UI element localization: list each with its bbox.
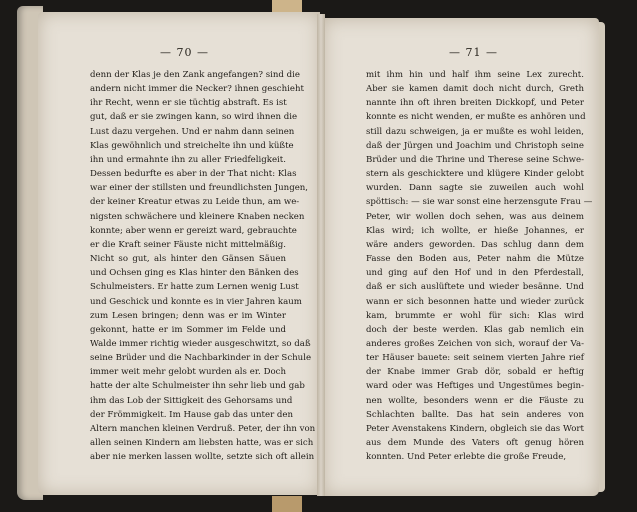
text-line: und Ochsen ging es Klas hinter den Bänken des [90, 268, 299, 279]
text-line: Klas gewöhnlich und streichelte ihn und küßte [90, 140, 294, 151]
right-page-text [366, 68, 593, 464]
text-line: Lust dazu vergehen. Und er nahm dann seinen [90, 126, 295, 137]
text-line: immer weit mehr gelobt wurden als er. Doch [90, 367, 286, 378]
text-line: ihr Recht, wenn er sie tüchtig abstraft. Es ist [90, 98, 287, 109]
text-line: Dessen bedurfte es aber in der That nicht: Klas [90, 169, 297, 180]
text-line: der Frömmigkeit. Im Hause gab das unter den [90, 409, 294, 420]
text-line: Walde immer richtig wieder ausgeschwitzt, so daß [90, 338, 311, 349]
left-page-text [90, 68, 316, 464]
text-line: Altern manchen kleinen Verdruß. Peter, der ihn von [90, 423, 316, 434]
text-line: der Knabe immer Grab dör, sobald er heftig [366, 367, 584, 378]
text-line: Fasse den Boden aus, Peter nahm die Mütze [366, 254, 584, 265]
text-line: wurden. Dann sagte sie zuweilen auch wohl [366, 183, 584, 194]
text-line: Peter Avenstakens Kindern, obgleich sie das Wort [366, 423, 584, 434]
text-line: aus dem Munde des Vaters oft genug hören [366, 438, 584, 449]
text-line: der keiner Kreatur etwas zu Leide thun, am we- [90, 197, 300, 208]
text-line: zum Lesen bringen; denn was er im Winter [90, 310, 286, 321]
text-line: Schulmeisters. Er hatte zum Lernen wenig Lust [90, 282, 299, 293]
text-line: er die Kraft seiner Fäuste nicht mittelmäßig. [90, 239, 286, 250]
spine-ribbon-bottom [272, 496, 302, 512]
text-line: wann er sich besonnen hatte und wieder zurück [366, 296, 584, 307]
text-line: und Geschick und konnte es in vier Jahren kaum [90, 296, 302, 307]
text-line: ward oder was Heftiges und Ungestümes begin- [366, 381, 584, 392]
text-line: denn der Klas je den Zank angefangen? sind die [90, 70, 300, 80]
text-line: doch der beste werden. Klas gab nemlich ein [366, 324, 584, 335]
book-gutter [317, 14, 325, 496]
text-line: kam, brummte er wohl für sich: Klas wird [366, 310, 584, 321]
text-line: seine Brüder und die Nachbarkinder in der Schule [90, 353, 312, 364]
text-line: konnten. Und Peter erlebte die große Freude, [366, 452, 567, 463]
text-line: ihn und ermahnte ihn zu aller Friedfeligkeit. [90, 154, 286, 165]
text-line: Schlachten ballte. Das hat sein anderes von [366, 409, 584, 420]
text-line: nigsten schwächere und kleinere Knaben necken [90, 211, 305, 222]
text-line: daß der Jürgen und Joachim und Christoph seine [366, 140, 584, 151]
text-line: gut, daß er sie zwingen kann, so wird ihnen die [90, 112, 298, 123]
text-line: allen seinen Kindern am liebsten hatte, was er sich [90, 438, 314, 449]
text-line: konnte es nicht wenden, er mußte es anhören und [366, 112, 586, 123]
text-line: daß er sich auslüftete und wieder besänne. Und [366, 282, 584, 293]
text-line: gekonnt, hatte er im Sommer im Felde und [90, 324, 286, 335]
text-line: Nicht so gut, als hinter den Gänsen Säuen [90, 254, 286, 265]
text-line: Klas wird; ich wollte, er hieße Johannes, er [366, 225, 584, 236]
text-line: stern als geschicktere und klügere Kinder gelobt [366, 169, 584, 180]
text-line: ihm das Lob der Sittigkeit des Gehorsams und [90, 395, 293, 406]
text-line: andern nicht immer die Necker? ihnen geschieht [90, 84, 304, 95]
right-page-number: — 71 — [449, 46, 498, 59]
text-line: und ging auf den Hof und in den Pferdestall, [366, 268, 584, 279]
text-line: wäre anders geworden. Das schlug dann dem [366, 239, 584, 250]
text-line: hatte der alte Schulmeister ihn sehr lieb und gab [90, 381, 305, 392]
text-line: konnte; aber wenn er gereizt ward, gebrauchte [90, 225, 297, 236]
text-line: ter Häuser bauete: seit seinem vierten Jahre rief [366, 353, 584, 364]
text-line: war einer der stillsten und freundlichsten Jungen, [90, 183, 309, 194]
text-line: Aber sie kamen damit doch nicht durch, Greth [366, 84, 584, 95]
left-page-number: — 70 — [160, 46, 209, 59]
text-line: aber nie merken lassen wollte, setzte sich oft allein [90, 452, 315, 463]
text-line: anderes großes Zeichen von sich, worauf der Va- [366, 338, 584, 349]
text-line: Peter, wir wollen doch sehen, was aus deinem [366, 211, 584, 222]
text-line: mit ihm hin und half ihm seine Lex zurecht. [366, 70, 584, 80]
text-line: still dazu schweigen, ja er mußte es wohl leiden, [366, 126, 584, 137]
text-line: nen wollte, besonders wenn er die Fäuste zu [366, 395, 584, 406]
text-line: spöttisch: — sie war sonst eine herzensgute Frau — [366, 197, 593, 208]
text-line: Brüder und die Thrine und Therese seine Schwe- [366, 154, 584, 165]
text-line: nannte ihn oft ihren breiten Dickkopf, und Peter [366, 98, 584, 109]
